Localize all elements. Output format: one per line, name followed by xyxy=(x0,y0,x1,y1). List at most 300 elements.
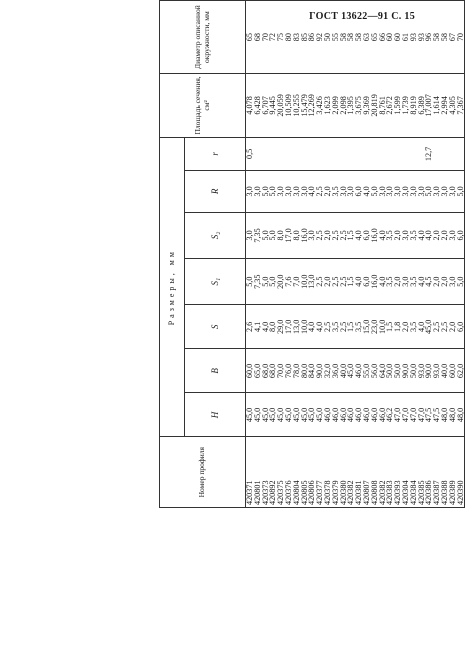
diameter-value: 93 xyxy=(418,1,426,74)
profile-number: 420386 xyxy=(425,437,433,508)
s1-value: 2,5 xyxy=(316,259,324,305)
area-value: 8,761 xyxy=(379,73,387,137)
diameter-value: 68 xyxy=(254,1,262,74)
profile-number: 420388 xyxy=(441,437,449,508)
r-big-value: 3,0 xyxy=(340,170,348,212)
s2-value: 6,0 xyxy=(457,212,465,258)
area-value: 12,269 xyxy=(308,73,316,137)
s-value: 1,5 xyxy=(386,305,394,349)
alum-mass-value xyxy=(332,0,340,1)
profile-number: 420382 xyxy=(347,437,355,508)
r-big-value: 3,0 xyxy=(441,170,449,212)
alum-mass-value xyxy=(269,0,277,1)
alum-mass-value xyxy=(347,0,355,1)
s2-value: 3,0 xyxy=(308,212,316,258)
profile-number: 420384 xyxy=(410,437,418,508)
s2-value: 16,0 xyxy=(371,212,379,258)
s-value: 4,0 xyxy=(262,305,270,349)
r-small-value xyxy=(394,137,402,170)
area-value: 4,078 xyxy=(246,73,254,137)
profile-number: 420371 xyxy=(246,437,254,508)
s1-value: 4,5 xyxy=(425,259,433,305)
b-value: 84,0 xyxy=(308,349,316,393)
area-value: 20,059 xyxy=(277,73,285,137)
r-big-value: 3,0 xyxy=(449,170,457,212)
r-big-value: 3,5 xyxy=(332,170,340,212)
profile-number: 420807 xyxy=(363,437,371,508)
h-value: 48,0 xyxy=(449,393,457,437)
s1-value: 5,0 xyxy=(246,259,254,305)
s2-value: 3,5 xyxy=(410,212,418,258)
table-row xyxy=(402,0,410,508)
profile-number: 420382 xyxy=(379,437,387,508)
table-row xyxy=(433,0,441,508)
table-row xyxy=(449,0,457,508)
alum-mass-value xyxy=(402,0,410,1)
s2-value: 17,0 xyxy=(285,212,293,258)
r-big-value: 3,0 xyxy=(347,170,355,212)
r-big-value: 5,0 xyxy=(371,170,379,212)
page-header: ГОСТ 13622—91 С. 15 xyxy=(309,11,415,22)
s-value: 10,0 xyxy=(301,305,309,349)
h-value: 48,0 xyxy=(457,393,465,437)
table-row xyxy=(347,0,355,508)
b-value: 90,0 xyxy=(425,349,433,393)
diameter-value: 60 xyxy=(394,1,402,74)
s2-value: 3,5 xyxy=(386,212,394,258)
area-value: 2,099 xyxy=(332,73,340,137)
alum-mass-value xyxy=(371,0,379,1)
s-value: 3,5 xyxy=(355,305,363,349)
r-small-value xyxy=(285,137,293,170)
b-value: 64,0 xyxy=(379,349,387,393)
h-value: 46,0 xyxy=(371,393,379,437)
diameter-value: 60 xyxy=(386,1,394,74)
s2-value: 3,0 xyxy=(449,212,457,258)
b-value: 93,0 xyxy=(433,349,441,393)
profile-table xyxy=(159,0,465,508)
diameter-value: 65 xyxy=(371,1,379,74)
h-value: 46,0 xyxy=(355,393,363,437)
r-big-value: 5,0 xyxy=(269,170,277,212)
r-big-value: 5,0 xyxy=(457,170,465,212)
table-row xyxy=(394,0,402,508)
area-value: 6,707 xyxy=(262,73,270,137)
b-value: 56,0 xyxy=(371,349,379,393)
col-s: S xyxy=(185,305,246,349)
profile-number: 420304 xyxy=(402,437,410,508)
b-value: 36,0 xyxy=(332,349,340,393)
s-value: 8,0 xyxy=(269,305,277,349)
rotated-content xyxy=(139,0,465,508)
area-value: 2,994 xyxy=(441,73,449,137)
table-row xyxy=(340,0,348,508)
b-value: 93,0 xyxy=(418,349,426,393)
b-value: 50,0 xyxy=(386,349,394,393)
r-big-value: 3,0 xyxy=(254,170,262,212)
diameter-value: 70 xyxy=(262,1,270,74)
profile-number: 420801 xyxy=(254,437,262,508)
profile-number: 420381 xyxy=(355,437,363,508)
profile-number: 420378 xyxy=(324,437,332,508)
diameter-value: 58 xyxy=(441,1,449,74)
col-r-big: R xyxy=(185,170,246,212)
diameter-value: 58 xyxy=(433,1,441,74)
s-value: 2,5 xyxy=(433,305,441,349)
area-value: 17,007 xyxy=(425,73,433,137)
area-value: 9,369 xyxy=(363,73,371,137)
h-value: 45,0 xyxy=(308,393,316,437)
alum-mass-value xyxy=(355,0,363,1)
s-value: 4,0 xyxy=(308,305,316,349)
b-value: 90,0 xyxy=(402,349,410,393)
area-value: 10,509 xyxy=(285,73,293,137)
profile-number: 420385 xyxy=(418,437,426,508)
diameter-value: 58 xyxy=(355,1,363,74)
area-value: 6,389 xyxy=(418,73,426,137)
s1-value: 3,0 xyxy=(402,259,410,305)
diameter-value: 63 xyxy=(363,1,371,74)
alum-mass-value xyxy=(457,0,465,1)
table-row xyxy=(269,0,277,508)
r-big-value: 3,0 xyxy=(402,170,410,212)
s1-value: 5,0 xyxy=(262,259,270,305)
col-alum xyxy=(185,0,246,1)
alum-mass-value xyxy=(379,0,387,1)
r-small-value xyxy=(363,137,371,170)
s2-value: 8,0 xyxy=(293,212,301,258)
s2-value: 4,0 xyxy=(425,212,433,258)
col-b: B xyxy=(185,349,246,393)
s1-value: 2,5 xyxy=(340,259,348,305)
r-small-value: 0,5 xyxy=(246,137,254,170)
r-big-value: 3,0 xyxy=(410,170,418,212)
alum-mass-value xyxy=(441,0,449,1)
s2-value: 7,35 xyxy=(254,212,262,258)
col-profile: Номер профиля xyxy=(160,437,246,508)
b-value: 40,0 xyxy=(340,349,348,393)
r-small-value: 12,7 xyxy=(425,137,433,170)
b-value: 76,0 xyxy=(285,349,293,393)
r-big-value: 4,0 xyxy=(363,170,371,212)
alum-mass-value xyxy=(262,0,270,1)
alum-mass-value xyxy=(433,0,441,1)
h-value: 46,0 xyxy=(363,393,371,437)
diameter-value: 58 xyxy=(347,1,355,74)
h-value: 45,0 xyxy=(269,393,277,437)
profile-number: 420387 xyxy=(433,437,441,508)
diameter-value: 93 xyxy=(410,1,418,74)
h-value: 46,0 xyxy=(379,393,387,437)
diameter-value: 65 xyxy=(246,1,254,74)
area-value: 1,623 xyxy=(324,73,332,137)
s1-value: 3,5 xyxy=(410,259,418,305)
s2-value: 2,5 xyxy=(316,212,324,258)
h-value: 46,2 xyxy=(386,393,394,437)
alum-mass-value xyxy=(254,0,262,1)
profile-number: 420377 xyxy=(316,437,324,508)
diameter-value: 96 xyxy=(425,1,433,74)
s2-value: 6,0 xyxy=(363,212,371,258)
table-row xyxy=(277,0,285,508)
b-value: 45,0 xyxy=(347,349,355,393)
r-small-value xyxy=(449,137,457,170)
table-row xyxy=(441,0,449,508)
alum-mass-value xyxy=(340,0,348,1)
b-value: 65,0 xyxy=(254,349,262,393)
r-small-value xyxy=(433,137,441,170)
area-value: 2,098 xyxy=(340,73,348,137)
r-small-value xyxy=(441,137,449,170)
s-value: 1,8 xyxy=(394,305,402,349)
area-value: 3,675 xyxy=(355,73,363,137)
s-value: 2,6 xyxy=(246,305,254,349)
alum-mass-value xyxy=(324,0,332,1)
s-value: 4,1 xyxy=(254,305,262,349)
r-small-value xyxy=(340,137,348,170)
s-value: 2,0 xyxy=(402,305,410,349)
r-small-value xyxy=(371,137,379,170)
profile-number: 420808 xyxy=(371,437,379,508)
s2-value: 4,0 xyxy=(418,212,426,258)
profile-number: 420373 xyxy=(262,437,270,508)
b-value: 62,0 xyxy=(457,349,465,393)
area-value: 9,445 xyxy=(269,73,277,137)
b-value: 32,0 xyxy=(324,349,332,393)
s-value: 10,0 xyxy=(379,305,387,349)
b-value: 80,0 xyxy=(301,349,309,393)
r-small-value xyxy=(254,137,262,170)
s1-value: 5,0 xyxy=(457,259,465,305)
s2-value: 2,0 xyxy=(433,212,441,258)
area-value: 3,426 xyxy=(316,73,324,137)
s2-value: 5,0 xyxy=(262,212,270,258)
s-value: 4,0 xyxy=(316,305,324,349)
b-value: 50,0 xyxy=(410,349,418,393)
b-value: 90,0 xyxy=(316,349,324,393)
r-small-value xyxy=(262,137,270,170)
profile-number: 420390 xyxy=(457,437,465,508)
b-value: 55,0 xyxy=(363,349,371,393)
table-row xyxy=(332,0,340,508)
diameter-value: 92 xyxy=(316,1,324,74)
col-mass xyxy=(160,0,185,1)
area-value: 20,819 xyxy=(371,73,379,137)
profile-number: 420380 xyxy=(340,437,348,508)
h-value: 45,0 xyxy=(301,393,309,437)
s2-value: 5,0 xyxy=(269,212,277,258)
profile-number: 420892 xyxy=(269,437,277,508)
r-big-value: 5,0 xyxy=(425,170,433,212)
alum-mass-value xyxy=(363,0,371,1)
area-value: 6,428 xyxy=(254,73,262,137)
table-body xyxy=(246,0,465,508)
r-small-value xyxy=(301,137,309,170)
b-value: 50,0 xyxy=(394,349,402,393)
h-value: 45,0 xyxy=(285,393,293,437)
s2-value: 2,5 xyxy=(340,212,348,258)
h-value: 45,0 xyxy=(254,393,262,437)
s1-value: 16,0 xyxy=(371,259,379,305)
h-value: 47,0 xyxy=(410,393,418,437)
diameter-value: 83 xyxy=(293,1,301,74)
r-small-value xyxy=(402,137,410,170)
r-small-value xyxy=(457,137,465,170)
s-value: 3,5 xyxy=(332,305,340,349)
r-small-value xyxy=(324,137,332,170)
s-value: 15,0 xyxy=(363,305,371,349)
s-value: 13,0 xyxy=(293,305,301,349)
s1-value: 2,0 xyxy=(324,259,332,305)
r-small-value xyxy=(269,137,277,170)
s-value: 2,0 xyxy=(449,305,457,349)
s2-value: 2,5 xyxy=(332,212,340,258)
alum-mass-value xyxy=(410,0,418,1)
diameter-value: 72 xyxy=(269,1,277,74)
s1-value: 2,5 xyxy=(332,259,340,305)
col-r-small: r xyxy=(185,137,246,170)
s2-value: 16,0 xyxy=(301,212,309,258)
s-value: 2,5 xyxy=(340,305,348,349)
table-row xyxy=(301,0,309,508)
alum-mass-value xyxy=(418,0,426,1)
s2-value: 8,0 xyxy=(277,212,285,258)
h-value: 47,0 xyxy=(394,393,402,437)
area-value: 1,614 xyxy=(433,73,441,137)
r-big-value: 3,0 xyxy=(379,170,387,212)
s2-value: 2,0 xyxy=(324,212,332,258)
area-value: 1,599 xyxy=(394,73,402,137)
r-small-value xyxy=(316,137,324,170)
diameter-value: 58 xyxy=(340,1,348,74)
s-value: 45,0 xyxy=(425,305,433,349)
s1-value: 5,0 xyxy=(269,259,277,305)
s1-value: 4,0 xyxy=(355,259,363,305)
s1-value: 7,6 xyxy=(285,259,293,305)
diameter-value: 61 xyxy=(402,1,410,74)
col-diameter: Диаметр описанной окружности, мм xyxy=(160,1,246,74)
table-row xyxy=(410,0,418,508)
table-row xyxy=(324,0,332,508)
s-value: 23,0 xyxy=(371,305,379,349)
r-big-value: 3,0 xyxy=(277,170,285,212)
s1-value: 3,0 xyxy=(449,259,457,305)
s-value: 2,5 xyxy=(324,305,332,349)
h-value: 47,0 xyxy=(402,393,410,437)
s2-value: 2,0 xyxy=(441,212,449,258)
s1-value: 7,0 xyxy=(293,259,301,305)
col-area: Площадь сечения, см² xyxy=(160,73,246,137)
s1-value: 6,0 xyxy=(363,259,371,305)
diameter-value: 55 xyxy=(332,1,340,74)
r-small-value xyxy=(347,137,355,170)
profile-number: 420393 xyxy=(394,437,402,508)
diameter-value: 85 xyxy=(301,1,309,74)
s1-value: 1,5 xyxy=(347,259,355,305)
diameter-value: 75 xyxy=(277,1,285,74)
r-small-value xyxy=(410,137,418,170)
h-value: 45,0 xyxy=(246,393,254,437)
s1-value: 2,0 xyxy=(433,259,441,305)
profile-number: 420379 xyxy=(332,437,340,508)
diameter-value: 86 xyxy=(308,1,316,74)
r-small-value xyxy=(386,137,394,170)
h-value: 47,5 xyxy=(433,393,441,437)
b-value: 68,0 xyxy=(262,349,270,393)
table-row xyxy=(386,0,394,508)
table-row xyxy=(262,0,270,508)
r-small-value xyxy=(277,137,285,170)
profile-number: 420383 xyxy=(386,437,394,508)
profile-number: 420389 xyxy=(449,437,457,508)
r-big-value: 3,0 xyxy=(246,170,254,212)
diameter-value: 80 xyxy=(285,1,293,74)
s-value: 3,5 xyxy=(410,305,418,349)
h-value: 48,0 xyxy=(441,393,449,437)
alum-mass-value xyxy=(449,0,457,1)
r-big-value: 2,0 xyxy=(324,170,332,212)
r-small-value xyxy=(332,137,340,170)
area-value: 2,672 xyxy=(386,73,394,137)
col-sizes: Размеры, мм xyxy=(160,137,185,437)
s-value: 17,0 xyxy=(285,305,293,349)
r-big-value: 3,0 xyxy=(394,170,402,212)
area-value: 10,255 xyxy=(293,73,301,137)
s1-value: 2,0 xyxy=(441,259,449,305)
s-value: 29,0 xyxy=(277,305,285,349)
r-big-value: 2,5 xyxy=(316,170,324,212)
diameter-value: 66 xyxy=(379,1,387,74)
r-big-value: 3,0 xyxy=(285,170,293,212)
area-value: 1,739 xyxy=(402,73,410,137)
r-big-value: 3,0 xyxy=(386,170,394,212)
b-value: 68,0 xyxy=(269,349,277,393)
col-s1: S₁ xyxy=(185,259,246,305)
h-value: 46,0 xyxy=(347,393,355,437)
h-value: 45,0 xyxy=(316,393,324,437)
h-value: 47,5 xyxy=(425,393,433,437)
b-value: 46,0 xyxy=(355,349,363,393)
r-small-value xyxy=(355,137,363,170)
r-small-value xyxy=(293,137,301,170)
r-big-value: 3,0 xyxy=(293,170,301,212)
profile-number: 420376 xyxy=(285,437,293,508)
h-value: 45,0 xyxy=(293,393,301,437)
s1-value: 10,0 xyxy=(301,259,309,305)
s2-value: 1,5 xyxy=(347,212,355,258)
diameter-value: 70 xyxy=(457,1,465,74)
alum-mass-value xyxy=(246,0,254,1)
h-value: 45,0 xyxy=(262,393,270,437)
alum-mass-value xyxy=(425,0,433,1)
area-value: 1,395 xyxy=(347,73,355,137)
profile-number: 420804 xyxy=(293,437,301,508)
table-row xyxy=(379,0,387,508)
profile-number: 420806 xyxy=(308,437,316,508)
area-value: 8,919 xyxy=(410,73,418,137)
profile-number: 420805 xyxy=(301,437,309,508)
table-row xyxy=(371,0,379,508)
table-row xyxy=(246,0,254,508)
area-value: 4,305 xyxy=(449,73,457,137)
h-value: 46,0 xyxy=(324,393,332,437)
table-row xyxy=(457,0,465,508)
h-value: 46,0 xyxy=(340,393,348,437)
b-value: 40,0 xyxy=(441,349,449,393)
table-row xyxy=(316,0,324,508)
table-row xyxy=(293,0,301,508)
h-value: 47,0 xyxy=(418,393,426,437)
